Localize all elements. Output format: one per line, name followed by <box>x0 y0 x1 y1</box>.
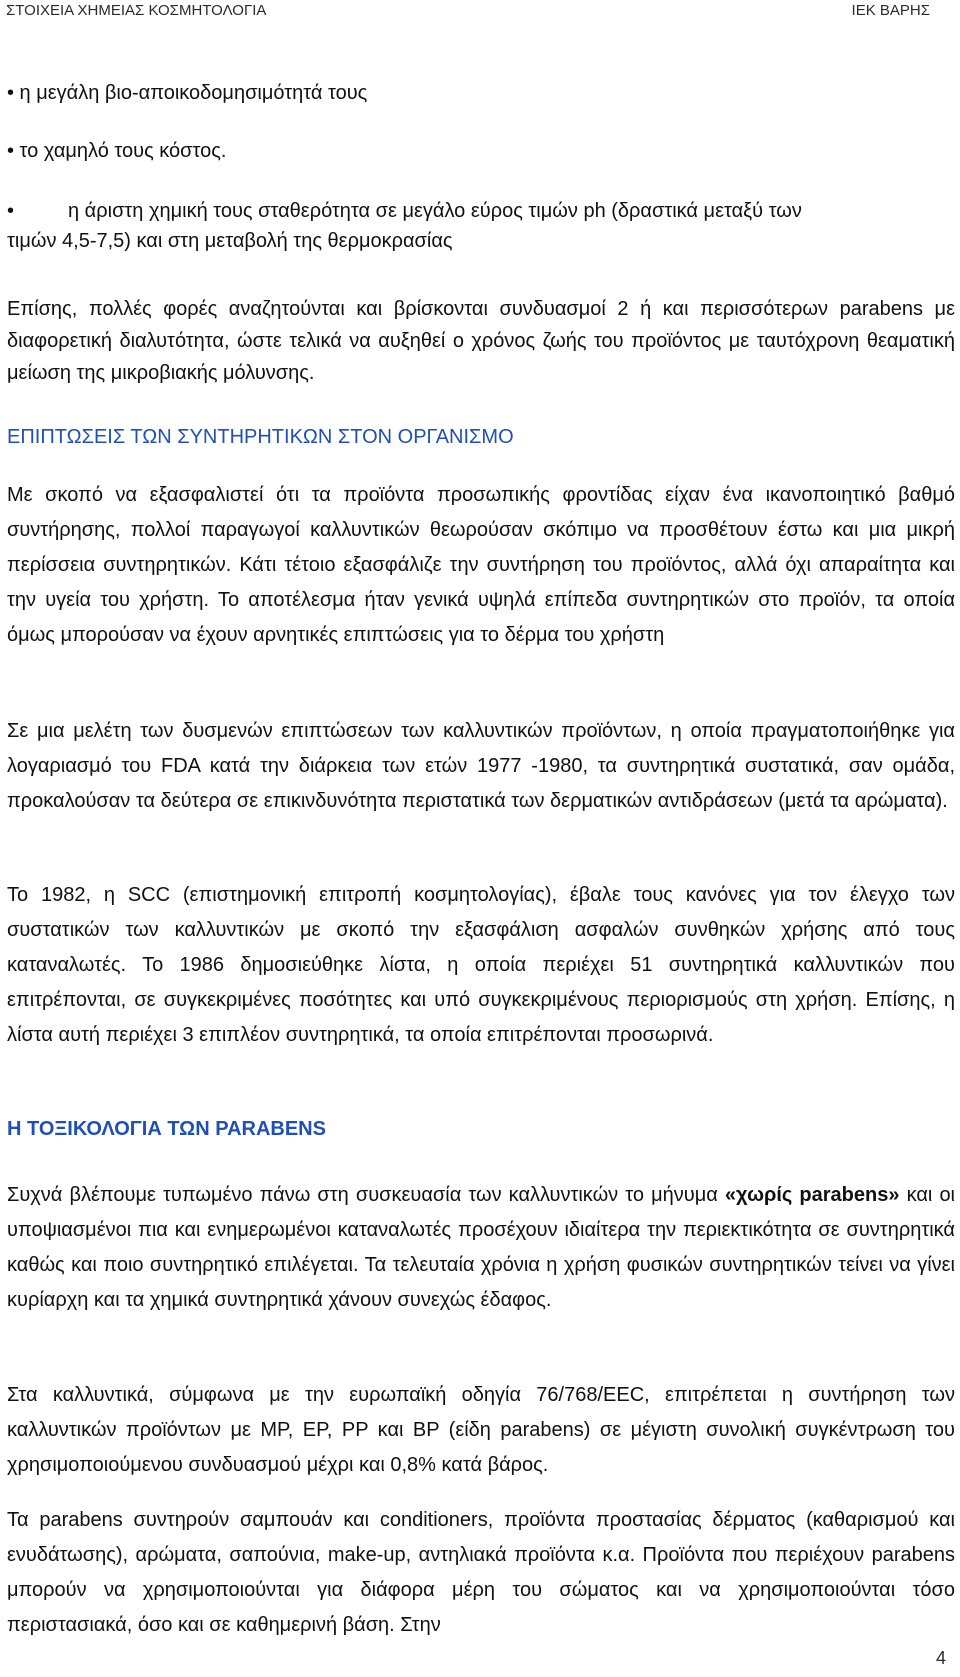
header-institution: ΙΕΚ ΒΑΡΗΣ <box>851 2 930 19</box>
page-number: 4 <box>935 1648 946 1668</box>
bold-phrase: «χωρίς parabens» <box>724 1184 900 1206</box>
paragraph-text: Συχνά βλέπουμε τυπωμένο πάνω στη συσκευασία των καλλυντικών το μήνυμα <box>7 1184 725 1206</box>
paragraph-text: και οι υποψιασμένοι πια και ενημερωμένοι καταναλωτές προσέχουν ιδιαίτερα την περιεκτικότητα σε συντηρητικά καθώς και ποιο συντηρητικό επιλέγεται. Τα τελευταία χρόνια η χρήση φυσικών συντηρητικών τείνει να γίνει κυρίαρχη και τα χημικά συντηρητικά χάνουν συνεχώς έδαφος. <box>7 1184 956 1311</box>
section-heading: ΕΠΙΠΤΩΣΕΙΣ ΤΩΝ ΣΥΝΤΗΡΗΤΙΚΩΝ ΣΤΟΝ ΟΡΓΑΝΙΣΜΟ <box>7 426 514 448</box>
bullet-text-line: τιμών 4,5-7,5) και στη μεταβολή της θερμοκρασίας <box>7 230 453 252</box>
bullet-item: • η μεγάλη βιο-αποικοδομησιμότητά τους <box>7 82 368 104</box>
intro-paragraph: Επίσης, πολλές φορές αναζητούνται και βρίσκονται συνδυασμοί 2 ή και περισσότερων parabens με διαφορετική διαλυτότητα, ώστε τελικά να αυξηθεί ο χρόνος ζωής του προϊόντος με ταυτόχρονη θεαματική μείωση της μικροβιακής μόλυνσης. <box>7 298 955 384</box>
page-header <box>0 0 960 30</box>
paragraph: Σε μια μελέτη των δυσμενών επιπτώσεων των καλλυντικών προϊόντων, η οποία πραγματοποιήθηκε για λογαριασμό του FDA κατά την διάρκεια των ετών 1977 -1980, τα συντηρητικά συστατικά, σαν ομάδα, προκαλούσαν τα δεύτερα σε επικινδυνότητα περιστατικά των δερματικών αντιδράσεων (μετά τα αρώματα). <box>7 720 955 812</box>
paragraph: Στα καλλυντικά, σύμφωνα με την ευρωπαϊκή οδηγία 76/768/EEC, επιτρέπεται η συντήρηση των καλλυντικών προϊόντων με ΜΡ, ΕΡ, ΡΡ και ΒΡ (είδη parabens) σε μέγιστη συνολική συγκέντρωση του χρησιμοποιούμενου συνδυασμού μέχρι και 0,8% κατά βάρος. <box>7 1384 955 1476</box>
header-course-title: ΣΤΟΙΧΕΙΑ ΧΗΜΕΙΑΣ ΚΟΣΜΗΤΟΛΟΓΙΑ <box>6 2 267 19</box>
paragraph: Τα parabens συντηρούν σαμπουάν και conditioners, προϊόντα προστασίας δέρματος (καθαρισμού και ενυδάτωσης), αρώματα, σαπούνια, make-up, αντηλιακά προϊόντα κ.α. Προϊόντα που περιέχουν parabens μπορούν να χρησιμοποιούνται για διάφορα μέρη του σώματος και να χρησιμοποιούνται τόσο περιστασιακά, όσο και σε καθημερινή βάση. Στην <box>7 1509 955 1636</box>
bullet-text-line: η άριστη χημική τους σταθερότητα σε μεγάλο εύρος τιμών ph (δραστικά μεταξύ των <box>68 200 802 222</box>
bullet-item: • το χαμηλό τους κόστος. <box>7 140 227 162</box>
bullet-dot: • <box>7 200 15 222</box>
paragraph: Με σκοπό να εξασφαλιστεί ότι τα προϊόντα προσωπικής φροντίδας είχαν ένα ικανοποιητικό βαθμό συντήρησης, πολλοί παραγωγοί καλλυντικών θεωρούσαν σκόπιμο να προσθέτουν έστω και μια μικρή περίσσεια συντηρητικών. Κάτι τέτοιο εξασφάλιζε την συντήρηση του προϊόντος, αλλά όχι απαραίτητα και την υγεία του χρήστη. Το αποτέλεσμα ήταν γενικά υψηλά επίπεδα συντηρητικών στο προϊόν, τα οποία όμως μπορούσαν να έχουν αρνητικές επιπτώσεις για το δέρμα του χρήστη <box>7 484 955 646</box>
bullet-item <box>7 196 955 256</box>
section-heading: Η ΤΟΞΙΚΟΛΟΓΙΑ ΤΩΝ PARABENS <box>7 1118 326 1140</box>
paragraph <box>7 1178 955 1318</box>
paragraph: Το 1982, η SCC (επιστημονική επιτροπή κοσμητολογίας), έβαλε τους κανόνες για τον έλεγχο των συστατικών των καλλυντικών με σκοπό την εξασφάλιση ασφαλών συνθηκών χρήσης από τους καταναλωτές. Το 1986 δημοσιεύθηκε λίστα, η οποία περιέχει 51 συντηρητικά καλλυντικών που επιτρέπονται, σε συγκεκριμένες ποσότητες και υπό συγκεκριμένους περιορισμούς στη χρήση. Επίσης, η λίστα αυτή περιέχει 3 επιπλέον συντηρητικά, τα οποία επιτρέπονται προσωρινά. <box>7 884 955 1046</box>
